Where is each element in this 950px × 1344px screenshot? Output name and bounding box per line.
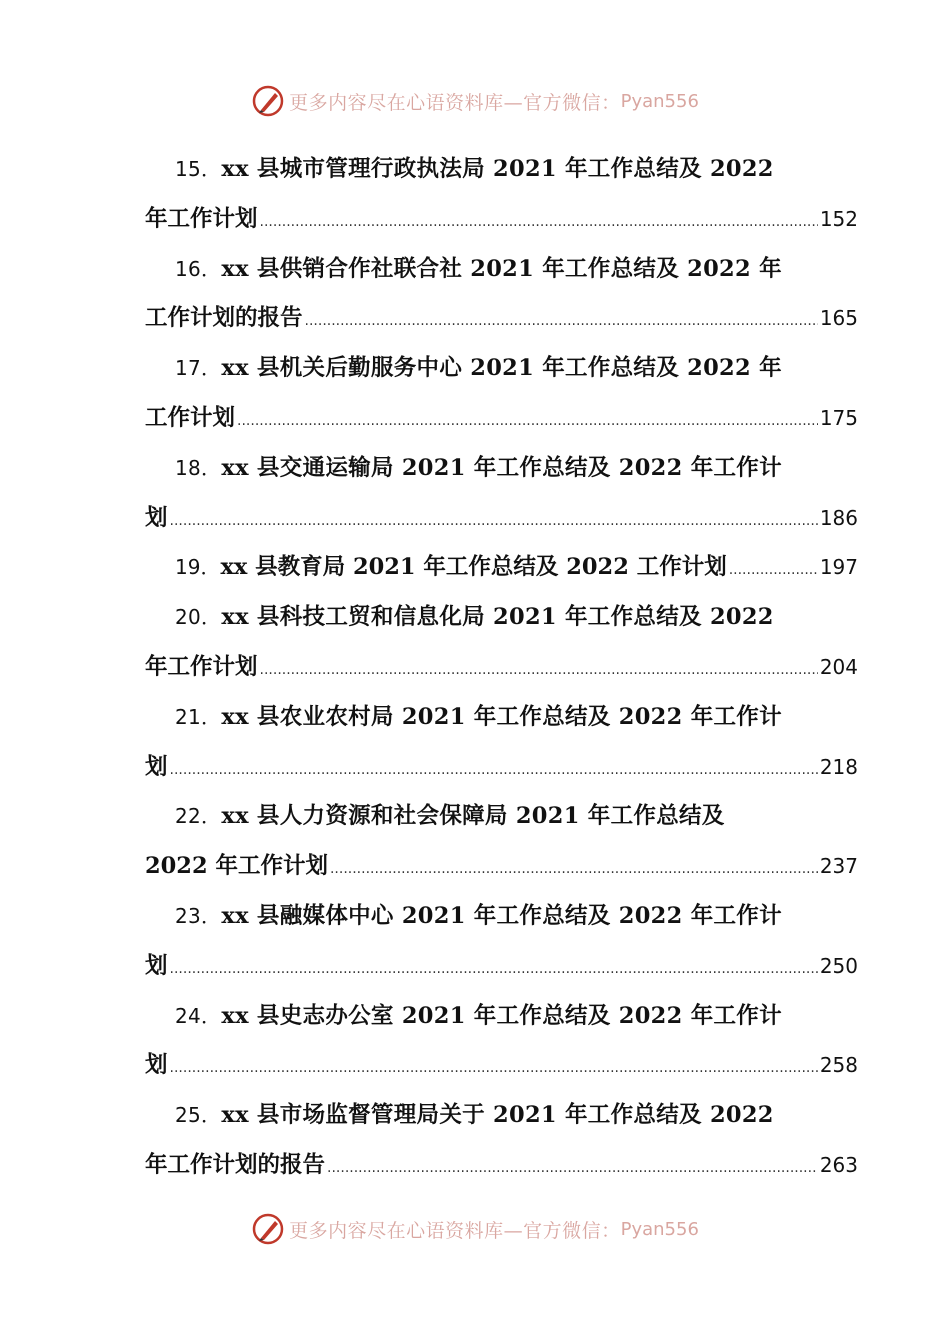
toc-entry-title: [145, 543, 858, 593]
toc-entry-title-line2-row: [145, 842, 858, 892]
toc-leader-dots: [170, 497, 818, 544]
toc-entry[interactable]: [145, 145, 858, 245]
toc-page-number: 175: [819, 405, 858, 430]
toc-entry-title-line2: 工作计划的报告: [145, 305, 303, 332]
toc-entry[interactable]: [145, 892, 858, 992]
pen-logo-icon: [251, 84, 285, 118]
toc-entry-title-line1: xx 县城市管理行政执法局 2021 年工作总结及 2022: [221, 156, 774, 182]
watermark-id: Pyan556: [620, 1218, 699, 1240]
watermark-id: Pyan556: [620, 90, 699, 112]
toc-leader-dots: [729, 546, 818, 593]
table-of-contents: [145, 145, 858, 1191]
toc-entry-number: 16．: [175, 256, 222, 281]
toc-entry-title-line1: xx 县机关后勤服务中心 2021 年工作总结及 2022 年: [221, 355, 782, 382]
toc-entry-title-line2: 年工作计划: [145, 653, 258, 680]
toc-entry-title-line1: xx 县供销合作社联合社 2021 年工作总结及 2022 年: [221, 255, 782, 282]
toc-entry-title-line2-row: [145, 643, 858, 693]
header-watermark: [0, 84, 950, 118]
toc-entry[interactable]: [145, 992, 858, 1092]
toc-page-number: 258: [819, 1053, 858, 1078]
toc-entry-number: 20．: [175, 605, 222, 630]
toc-entry-number: 23．: [175, 903, 222, 928]
toc-entry-title-line2-row: [145, 942, 858, 992]
toc-leader-dots: [330, 845, 818, 892]
toc-entry-title-line2: 年工作计划: [145, 205, 258, 232]
toc-entry[interactable]: [145, 444, 858, 544]
toc-entry-title-line2: 工作计划: [145, 404, 236, 431]
toc-entry-title-line2-row: [145, 743, 858, 793]
toc-leader-dots: [305, 297, 818, 344]
watermark-text: 更多内容尽在心语资料库—官方微信：: [289, 1219, 621, 1242]
toc-leader-dots: [170, 746, 818, 793]
toc-entry-title: [145, 145, 858, 195]
toc-entry-title-line2-row: [145, 394, 858, 444]
footer-watermark: [0, 1212, 950, 1246]
toc-entry-number: 19．: [175, 555, 221, 580]
toc-page-number: 186: [819, 505, 858, 530]
toc-leader-dots: [170, 1044, 818, 1091]
toc-entry-title-line1: xx 县市场监督管理局关于 2021 年工作总结及 2022: [221, 1102, 774, 1129]
toc-page-number: 263: [819, 1152, 858, 1177]
toc-leader-dots: [237, 397, 818, 444]
toc-page-number: 165: [819, 306, 858, 331]
toc-entry[interactable]: [145, 245, 858, 345]
toc-entry-title: [145, 1091, 858, 1141]
toc-entry-title-line2: 划: [145, 753, 168, 780]
toc-page-number: 204: [819, 654, 858, 679]
toc-entry[interactable]: [145, 1091, 858, 1191]
toc-entry-title-line1: xx 县农业农村局 2021 年工作总结及 2022 年工作计: [221, 703, 782, 730]
toc-entry-title-line2-row: [145, 1041, 858, 1091]
toc-leader-dots: [170, 945, 818, 992]
toc-page-number: 237: [819, 854, 858, 879]
toc-entry-number: 24．: [175, 1003, 222, 1028]
toc-entry-number: 22．: [175, 804, 222, 829]
toc-entry-title-line1: xx 县科技工贸和信息化局 2021 年工作总结及 2022: [221, 604, 774, 631]
toc-entry-title-line1: xx 县教育局 2021 年工作总结及 2022 工作计划: [220, 554, 727, 581]
toc-entry-number: 17．: [175, 356, 222, 381]
toc-entry[interactable]: [145, 792, 858, 892]
toc-leader-dots: [327, 1144, 818, 1191]
toc-entry-title: [145, 992, 858, 1042]
toc-entry-title: [145, 693, 858, 743]
toc-entry-title-line1: xx 县融媒体中心 2021 年工作总结及 2022 年工作计: [221, 902, 782, 929]
toc-entry-title: [145, 344, 858, 394]
toc-page-number: 218: [819, 754, 858, 779]
pen-logo-icon: [251, 1212, 285, 1246]
toc-entry-title-line2: 划: [145, 1052, 168, 1079]
toc-entry-title-line2: 年工作计划的报告: [145, 1151, 326, 1178]
toc-entry-title-line2-row: [145, 494, 858, 544]
toc-entry-number: 21．: [175, 704, 222, 729]
toc-entry[interactable]: [145, 543, 858, 593]
toc-entry-title-line2-row: [145, 195, 858, 245]
watermark-text: 更多内容尽在心语资料库—官方微信：: [289, 91, 621, 114]
toc-entry-title: [145, 892, 858, 942]
toc-leader-dots: [260, 198, 818, 245]
toc-entry[interactable]: [145, 593, 858, 693]
toc-entry-title-line2: 划: [145, 504, 168, 531]
toc-entry-title-line1: xx 县史志办公室 2021 年工作总结及 2022 年工作计: [221, 1002, 782, 1029]
toc-entry-title-line1: xx 县交通运输局 2021 年工作总结及 2022 年工作计: [221, 454, 782, 481]
toc-entry-title: [145, 245, 858, 295]
toc-page-number: 250: [819, 953, 858, 978]
toc-entry-title-line2-row: [145, 294, 858, 344]
toc-entry-number: 15．: [175, 157, 222, 181]
toc-entry-title: [145, 593, 858, 643]
toc-page-number: 197: [819, 555, 858, 580]
toc-entry-title-line2: 划: [145, 952, 168, 979]
toc-entry-number: 18．: [175, 455, 222, 480]
toc-entry[interactable]: [145, 693, 858, 793]
toc-entry-title: [145, 792, 858, 842]
toc-leader-dots: [260, 646, 818, 693]
toc-page-number: 152: [819, 206, 858, 231]
toc-entry-title-line2-row: [145, 1141, 858, 1191]
toc-entry-title-line1: xx 县人力资源和社会保障局 2021 年工作总结及: [221, 803, 725, 830]
toc-entry-number: 25．: [175, 1103, 222, 1128]
toc-entry[interactable]: [145, 344, 858, 444]
toc-entry-title-line2: 2022 年工作计划: [145, 853, 328, 880]
toc-entry-title: [145, 444, 858, 494]
